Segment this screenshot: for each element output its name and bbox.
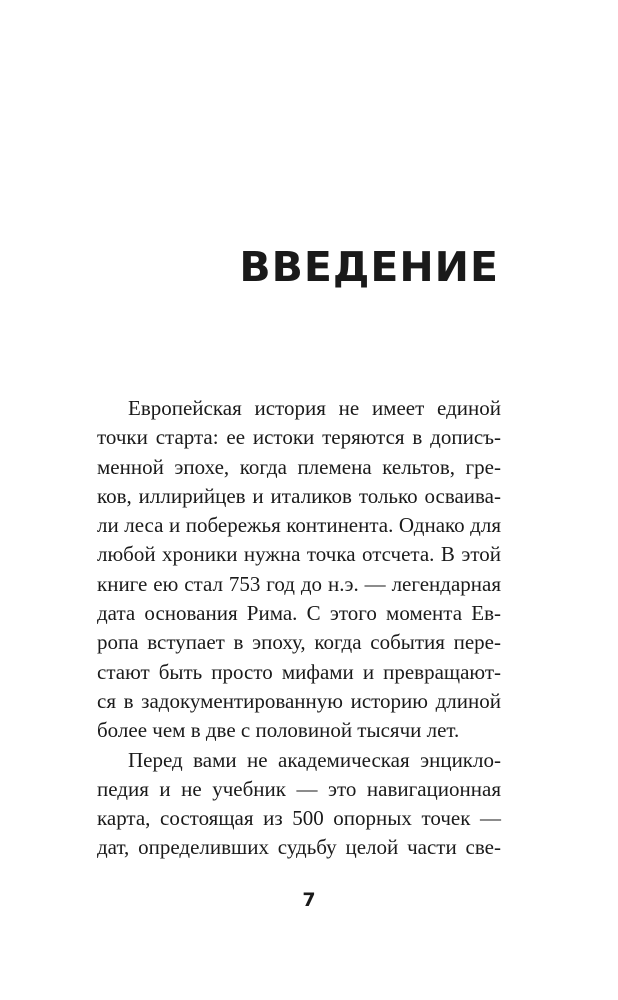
text-line: любой хроники нужна точка отсчета. В этой	[97, 542, 501, 567]
paragraph-1	[97, 394, 501, 746]
text-line: дата основания Рима. С этого момента Ев-	[97, 601, 501, 626]
text-line: ли леса и побережья континента. Однако для	[97, 513, 501, 538]
chapter-title: ВВЕДЕНИЕ	[239, 243, 499, 291]
text-line: дат, определивших судьбу целой части све-	[97, 835, 501, 860]
text-line: менной эпохе, когда племена кельтов, гре-	[97, 454, 501, 479]
text-line: Перед вами не академическая энцикло-	[128, 747, 501, 772]
text-line: педия и не учебник — это навигационная	[97, 776, 501, 801]
text-line: ков, иллирийцев и италиков только осваива-	[97, 483, 501, 508]
text-line: ся в задокументированную историю длиной	[97, 688, 501, 713]
text-line: более чем в две с половиной тысячи лет.	[97, 718, 460, 743]
text-line: книге ею стал 753 год до н.э. — легендарная	[97, 571, 501, 596]
text-line: карта, состоящая из 500 опорных точек —	[97, 806, 501, 831]
text-line: точки старта: ее истоки теряются в дописъ-	[97, 425, 501, 450]
page-number: 7	[302, 889, 316, 911]
text-line: ропа вступает в эпоху, когда события пере-	[97, 630, 501, 655]
paragraph-2	[97, 746, 501, 863]
text-line: Европейская история не имеет единой	[128, 396, 501, 420]
text-line: стают быть просто мифами и превращают-	[97, 659, 501, 684]
chapter-body	[97, 394, 501, 863]
